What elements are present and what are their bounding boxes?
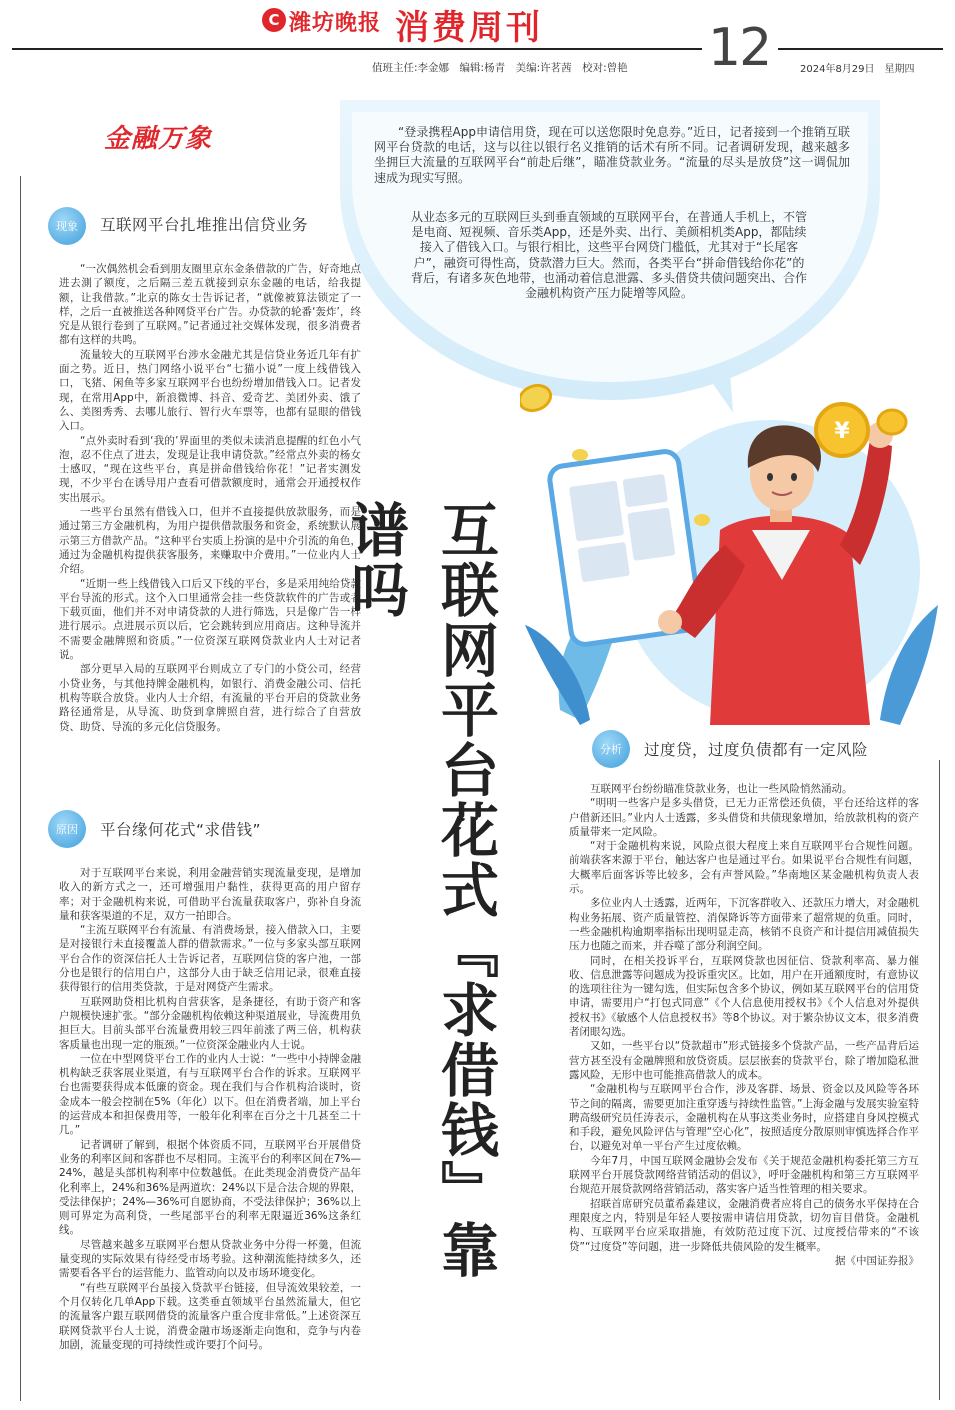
section-3-paragraph: 招联首席研究员董希淼建议，金融消费者应将自己的债务水平保持在合理限度之内，特别是年轻人要按需申请信用贷款，切勿盲目借贷。金融机构、互联网平台应采取措施，有效防范过度下沉、过度授信带来的“不该贷”“过度贷”等问题，进一步降低共债风险的发生概率。 — [569, 1197, 919, 1253]
section-badge-analysis: 分析 — [592, 730, 630, 768]
section-3-paragraph: 多位业内人士透露，近两年，下沉客群收入、还款压力增大，对金融机构业务拓展、资产质量管控、消保降诉等方面带来了超常规的负重。同时，一些金融机构逾期率指标出现明显走高，核销不良资产和计提信用减值损失压力也随之而来，并吞噬了部分利润空间。 — [569, 897, 919, 953]
issue-date: 2024年8月29日 星期四 — [800, 64, 915, 75]
section-3-body — [569, 782, 919, 1268]
intro-paragraph-2: 从业态多元的互联网巨头到垂直领域的互联网平台，在普通人手机上，不管是电商、短视频、音乐类App，还是外卖、出行、美颜相机类App，都陆续接入了借钱入口。与银行相比，这些平台网贷门槛低，尤其对于“长尾客户”，融资可得性高，贷款潜力巨大。然而，各类平台“拼命借钱给你花”的背后，有诸多灰色地带，也涌动着信息泄露、多头借贷共债问题突出、合作金融机构资产压力陡增等风险。 — [410, 210, 807, 301]
section-2-paragraph: “主流互联网平台有流量、有消费场景，接入借款入口，主要是对接银行未直接覆盖人群的借款需求。”一位与多家头部互联网平台合作的资深信托人士告诉记者，互联网信贷的客户池，一部分也是银行的信用白户，这部分人由于缺乏信用记录，很难直接获得银行的信用类贷款，于是对网贷产生需求。 — [59, 924, 361, 994]
svg-text:¥: ¥ — [834, 419, 850, 444]
section-2-paragraph: 记者调研了解到，根据个体资质不同，互联网平台开展借贷业务的利率区间和客群也不尽相同。主流平台的利率区间在7%—24%，越是头部机构利率中位数越低。在此类现金消费贷产品年化利率上，24%和36%是两道坎：24%以下是合法合规的界限，受法律保护；24%—36%可自愿协商，不受法律保护；36%以上则可界定为高利贷，一些尾部平台的利率无限逼近36%这条红线。 — [59, 1138, 361, 1237]
column-logo: 金融万象 — [104, 124, 213, 154]
page-number: 12 — [708, 18, 771, 78]
section-3-paragraph: “明明一些客户是多头借贷，已无力正常偿还负债，平台还给这样的客户借新还旧。”业内人士透露，多头借贷和共债现象增加，给放款机构的资产质量带来一定风险。 — [569, 797, 919, 838]
section-2-paragraph: 对于互联网平台来说，利用金融营销实现流量变现，是增加收入的新方式之一，还可增强用户黏性，获得更高的用户留存率；对于金融机构来说，可借助平台流量获取客户，弥补自身流量和获客渠道的不足，双方一拍即合。 — [59, 867, 361, 922]
section-3-paragraph: “对于金融机构来说，风险点很大程度上来自互联网平台合规性问题。前端获客来源于平台，触达客户也是通过平台。如果说平台合规性有问题，大概率后面客诉等比较多，会有声誉风险。”华南地区某金融机构负责人表示。 — [569, 840, 919, 896]
section-1-paragraph: 流量较大的互联网平台涉水金融尤其是信贷业务近几年有扩面之势。近日，热门网络小说平台“七猫小说”一度上线借钱入口，飞猪、闲鱼等多家互联网平台也纷纷增加借钱入口。记者发现，在常用App中，新浪微博、抖音、爱奇艺、美团外卖、饿了么、美图秀秀、去哪儿旅行、智行火车票等，也都有显眼的借钱入口。 — [59, 348, 361, 433]
section-title-phenomenon: 互联网平台扎堆推出信贷业务 — [100, 216, 309, 234]
section-title-reason: 平台缘何花式“求借钱” — [100, 821, 262, 839]
section-2-paragraph: 尽管越来越多互联网平台想从贷款业务中分得一杯羹，但流量变现的实际效果有待经受市场考验。这种潮流能持续多久，还需要看各平台的运营能力、监管动向以及市场环境变化。 — [59, 1238, 361, 1280]
coin-icon — [520, 381, 554, 414]
section-1-paragraph: 一些平台虽然有借钱入口，但并不直接提供放款服务，而是通过第三方金融机构，为用户提供借款服务和资金，系统默认展示第三方借款产品。“这种平台实质上扮演的是中介引流的角色，通过为金融机构提供获客服务，来赚取中介费用。”一位业内人士介绍。 — [59, 506, 361, 576]
section-3-paragraph: “金融机构与互联网平台合作，涉及客群、场景、资金以及风险等各环节之间的隔离，需要更加注重穿透与持续性监管。”上海金融与发展实验室特聘高级研究员任涛表示，金融机构在从事这类业务时，应搭建自身风控模式和手段，避免风险评估与管理“空心化”，按照适度分散原则审慎选择合作平台，以避免对单一平台产生过度依赖。 — [569, 1083, 919, 1153]
right-column-rule — [939, 760, 940, 1400]
newspaper-logo: 潍坊晚报 — [289, 11, 382, 36]
section-title: 消费周刊 — [395, 8, 543, 48]
headline: 互联网平台花式『求借钱』靠谱吗 — [341, 500, 499, 1280]
coin-icon — [572, 449, 588, 461]
logo-icon: C — [262, 8, 286, 32]
section-1-paragraph: 部分更早入局的互联网平台则成立了专门的小贷公司，经营小贷业务，与其他持牌金融机构，如银行、消费金融公司、信托机构等联合放贷。业内人士介绍，有流量的平台开启的贷款业务路径通常是，从导流、助贷到拿牌照自营，进行综合了自营放贷、助贷、导流的多元化信贷服务。 — [59, 663, 361, 733]
section-1-paragraph: “点外卖时看到‘我的’界面里的类似未读消息提醒的红色小气泡，忍不住点了进去，发现是让我申请贷款。”经常点外卖的杨女士感叹，“现在这些平台，真是拼命借钱给你花！”记者实测发现，不少平台在诱导用户查看可借款额度时，通常会开通授权作实出展示。 — [59, 434, 361, 504]
section-2-paragraph: “有些互联网平台虽接入贷款平台链接，但导流效果较差，一个月仅转化几单App下载。这类垂直领域平台虽然流量大，但它的流量客户跟互联网借贷的流量客户重合度非常低。”上述资深互联网贷款平台人士说，消费金融市场逐渐走向饱和，竞争与内卷加剧，流量变现的可持续性或许要打个问号。 — [59, 1281, 361, 1351]
section-2-paragraph: 互联网助贷相比机构自营获客，是条捷径，有助于资产和客户规模快速扩张。“部分金融机构依赖这种渠道展业，导流费用负担巨大。目前头部平台流量费用较三四年前涨了两三倍，机构获客质量也出现一定的瓶颈。”一位资深金融业内人士说。 — [59, 995, 361, 1051]
section-2-paragraph: 一位在中型网贷平台工作的业内人士说：“一些中小持牌金融机构缺乏获客展业渠道，有与互联网平台合作的诉求。互联网平台也需要获得成本低廉的资金。现在我们与合作机构洽谈时，资金成本一般会控制在5%（年化）以下。但在消费者端，加上平台的运营成本和担保费用等，一般年化利率在百分之十几甚至二十几。” — [59, 1052, 361, 1137]
section-1-paragraph: “一次偶然机会看到朋友圈里京东金条借款的广告，好奇地点进去測了额度，之后隔三差五就接到京东金融的电话，给我提额，让我借款。”北京的陈女士告诉记者，“就像被算法锁定了一样，之后一直被推送各种网贷平台广告。办贷款的轮番‘轰炸’，终究是从银行卷到了互联网。”记者通过社交媒体发现，很多消费者都有这样的共鸣。 — [59, 263, 361, 347]
masthead-rule-right — [778, 48, 943, 50]
illustration — [520, 380, 940, 725]
editors-line: 值班主任:李金娜 编辑:杨青 美编:许茗茜 校对:曾艳 — [372, 62, 628, 74]
section-3-paragraph: 今年7月，中国互联网金融协会发布《关于规范金融机构委托第三方互联网平台开展贷款网络营销活动的倡议》，呼吁金融机构和第三方互联网平台规范开展贷款网络营销活动，落实客户适当性管理的相关要求。 — [569, 1154, 919, 1196]
section-1-paragraph: “近期一些上线借钱入口后又下线的平台，多是采用纯给贷款平台导流的形式。这个入口里通常会挂一些贷款软件的广告或者下载页面，他们并不对申请贷款的人进行筛选，只是像广告一样进行展示。点进展示页以后，它会跳转到应用商店。这种导流并不需要金融牌照和资质。”一位资深互联网贷款业内人士对记者说。 — [59, 577, 361, 662]
intro-paragraph-1: “登录携程App申请信用贷，现在可以送您限时免息券。”近日，记者接到一个推销互联网平台贷款的电话，这与以往以银行名义推销的话术有所不同。记者调研发现，越来越多坐拥巨大流量的互联网平台“前赴后继”，瞄准贷款业务。“流量的尽头是放贷”这一调侃加速成为现实写照。 — [374, 125, 850, 185]
coin-icon — [694, 514, 710, 526]
section-title-analysis: 过度贷，过度负债都有一定风险 — [644, 741, 869, 759]
masthead — [0, 0, 955, 82]
section-1-body — [59, 262, 361, 734]
article-source: 据《中国证券报》 — [835, 1254, 919, 1267]
section-2-body — [59, 866, 361, 1352]
section-badge-reason: 原因 — [48, 810, 86, 848]
section-3-paragraph: 又如，一些平台以“贷款超市”形式链接多个贷款产品，一些产品背后运营方甚至没有金融牌照和放贷资质。层层嵌套的贷款平台，除了增加隐私泄露风险，无形中也可能推高借款人的成本。 — [569, 1040, 919, 1081]
section-badge-phenomenon: 现象 — [48, 207, 86, 245]
section-3-paragraph: 互联网平台纷纷瞄准贷款业务，也让一些风险悄然涌动。 — [590, 783, 853, 795]
coin-icon — [878, 410, 906, 434]
left-column-rule — [20, 176, 21, 1401]
section-3-paragraph: 同时，在相关投诉平台，互联网贷款也因征信、贷款利率高、暴力催收、信息泄露等问题成为投诉重灾区。比如，用户在开通额度时，有意协议的选项往往为一键勾选，但实际包含多个协议，例如某互联网平台的信用贷申请，需要用户“打包式同意”《个人信息使用授权书》《个人信息对外提供授权书》《敏感个人信息授权书》等8个协议。对于繁杂协议文本，很多消费者闭眼勾选。 — [569, 954, 919, 1039]
masthead-rule-left — [12, 48, 702, 50]
